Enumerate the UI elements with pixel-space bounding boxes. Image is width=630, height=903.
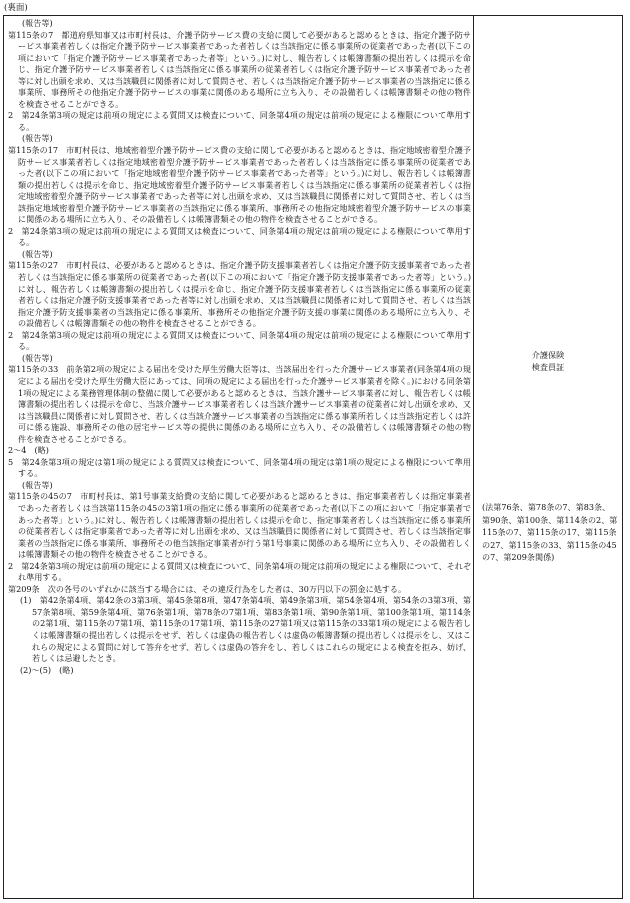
clause-paragraph: (1) 第42条第4項、第42条の3第3項、第45条第8項、第47条第4項、第49条第3項、第54条第4項、第54条の3第3項、第57条第8項、第59条第4項、第76条第1項、第78条の7第1項、第83条第1項、第90条第1項、第100条第1項、第114条の2第1項、第115条の7第1項、第115条の17第1項、第115条の27第1項又は第115条の33第1項の規定による報告若しくは帳簿書類の提出若しくは提示をせず、若しくは虚偽の報告若しくは虚偽の帳簿書類の提出若しくは提示をし、又はこれらの規定による質問に対して答弁をせず、若しくは虚偽の答弁をし、若しくはこれらの規定による検査を拒み、妨げ、若しくは忌避したとき。 [20,595,471,664]
card-title-line: 介護保険 [531,350,565,360]
article-caption: (報告等) [22,133,53,144]
card-title-line: 検査員証 [531,362,565,372]
article-caption: (報告等) [22,479,53,490]
article-paragraph: 第209条 次の各号のいずれかに該当する場合には、その違反行為をした者は、30万円以下の罰金に処する。 [8,583,407,594]
clause-paragraph: 2 第24条第3項の規定は前項の規定による質問又は検査について、同条第4項の規定は前項の規定による権限について準用する。 [8,225,471,248]
clause-paragraph: 2 第24条第3項の規定は前項の規定による質問又は検査について、同条第4項の規定は前項の規定による権限について、それぞれ準用する。 [8,560,471,583]
article-paragraph: 第115条の33 前条第2項の規定による届出を受けた厚生労働大臣等は、当該届出を行った介護サービス事業者(同条第4項の規定による届出を受けた厚生労働大臣にあっては、同項の規定による届出を行った介護サービス事業者を除く。)における同条第1項の規定による業務管理体制の整備に関して必要があると認めるときは、当該介護サービス事業者に対し、報告若しくは帳簿書類の提出若しくは提示を命じ、当該介護サービス事業者若しくは当該介護サービス事業者の従業者に対し出頭を求め、又は当該職員に関係者に対し質問させ、若しくは当該介護サービス事業者の当該指定に係る事業所若しくは当該指定若しくは許可に係る施設、事務所その他の居宅サービス等の提供に関係のある場所に立ち入り、その設備若しくは帳簿書類その他の物件を検査させることができる。 [8,364,472,444]
article-paragraph: 第115条の27 市町村長は、必要があると認めるときは、指定介護予防支援事業者若しくは指定介護予防支援事業者であった者若しくは当該指定に係る事業所の従業者であった者(以下この項において「指定介護予防支援事業者であった者等」という。)に対し、報告若しくは帳簿書類の提出若しくは提示を命じ、指定介護予防支援事業者若しくは当該指定に係る事業所の従業者若しくは指定介護予防支援事業者であった者等に対し出頭を求め、又は当該職員に関係者に対して質問させ、若しくは当該指定介護予防支援事業者の当該指定に係る事業所、事務所その他指定介護予防支援の事業に関係のある場所に立ち入り、その設備若しくは帳簿書類その他の物件を検査させることができる。 [8,260,471,329]
card-title [474,349,622,373]
document-frame [3,15,623,899]
law-text-column [4,16,474,898]
legal-basis-note: (法第76条、第78条の7、第83条、第90条、第100条、第114条の2、第115条の7、第115条の17、第115条の27、第115条の33、第115条の45の7、第209条関係) [482,502,618,563]
clause-paragraph: 2～4 (略) [8,445,49,456]
article-paragraph: 第115条の17 市町村長は、地域密着型介護予防サービス費の支給に関して必要があると認めるときは、指定地域密着型介護予防サービス事業者若しくは指定地域密着型介護予防サービス事業者であった者若しくは当該指定に係る事業所の従業者であった者(以下この項において「指定地域密着型介護予防サービス事業者であった者等」という。)に対し、報告若しくは帳簿書類の提出若しくは提示を命じ、指定地域密着型介護予防サービス事業者若しくは当該指定に係る事業所の従業者若しくは指定地域密着型介護予防サービス事業者であった者等に対し出頭を求め、又は当該職員に関係者に対して質問させ、若しくは当該指定地域密着型介護予防サービス事業者の当該指定に係る事業所、事務所その他指定地域密着型介護予防サービスの事業に関係のある場所に立ち入り、その設備若しくは帳簿書類その他の物件を検査させることができる。 [8,145,471,225]
article-caption: (報告等) [22,352,53,363]
clause-paragraph: 2 第24条第3項の規定は前項の規定による質問又は検査について、同条第4項の規定は前項の規定による権限について準用する。 [8,110,471,132]
article-paragraph: 第115条の45の7 市町村長は、第1号事業支給費の支給に関して必要があると認めるときは、指定事業者若しくは指定事業者であった者若しくは当該第115条の45の3第1項の指定に係る事業所の従業者であった者(以下この項において「指定事業者であった者等」という。)に対し、報告若しくは帳簿書類の提出若しくは提示を命じ、指定事業者若しくは当該指定に係る事業所の従業者若しくは指定事業者であった者等に対し出頭を求め、又は当該職員に関係者に対して質問させ、若しくは当該指定事業者の当該指定に係る事業所、事務所その他当該指定事業者が行う第1号事業に関係のある場所に立ち入り、その設備若しくは帳簿書類その他の物件を検査させることができる。 [8,491,471,560]
title-column [474,16,622,898]
clause-paragraph: (2)～(5) (略) [20,664,74,675]
clause-paragraph: 5 第24条第3項の規定は第1項の規定による質問又は検査について、同条第4項の規定は第1項の規定による権限について準用する。 [8,456,471,479]
clause-paragraph: 2 第24条第3項の規定は前項の規定による質問又は検査について、同条第4項の規定は前項の規定による権限について準用する。 [8,329,471,352]
article-paragraph: 第115条の7 都道府県知事又は市町村長は、介護予防サービス費の支給に関して必要があると認めるときは、指定介護予防サービス事業者若しくは指定介護予防サービス事業者であった者若しくは当該指定に係る事業所の従業者であった者(以下この項において「指定介護予防サービス事業者であった者等」という。)に対し、報告若しくは帳簿書類の提出若しくは提示を命じ、指定介護予防サービス事業者若しくは当該指定に係る事業所の従業者若しくは指定介護予防サービス事業者であった者等に対し出頭を求め、又は当該職員に関係者に対して質問させ、若しくは当該指定介護予防サービス事業者の当該指定に係る事業所、事務所その他指定介護予防サービスの事業に関係のある場所に立ち入り、その設備若しくは帳簿書類その他の物件を検査させることができる。 [8,29,471,109]
page-side-label: (裏面) [4,3,28,13]
article-caption: (報告等) [22,18,53,28]
article-caption: (報告等) [22,248,53,259]
